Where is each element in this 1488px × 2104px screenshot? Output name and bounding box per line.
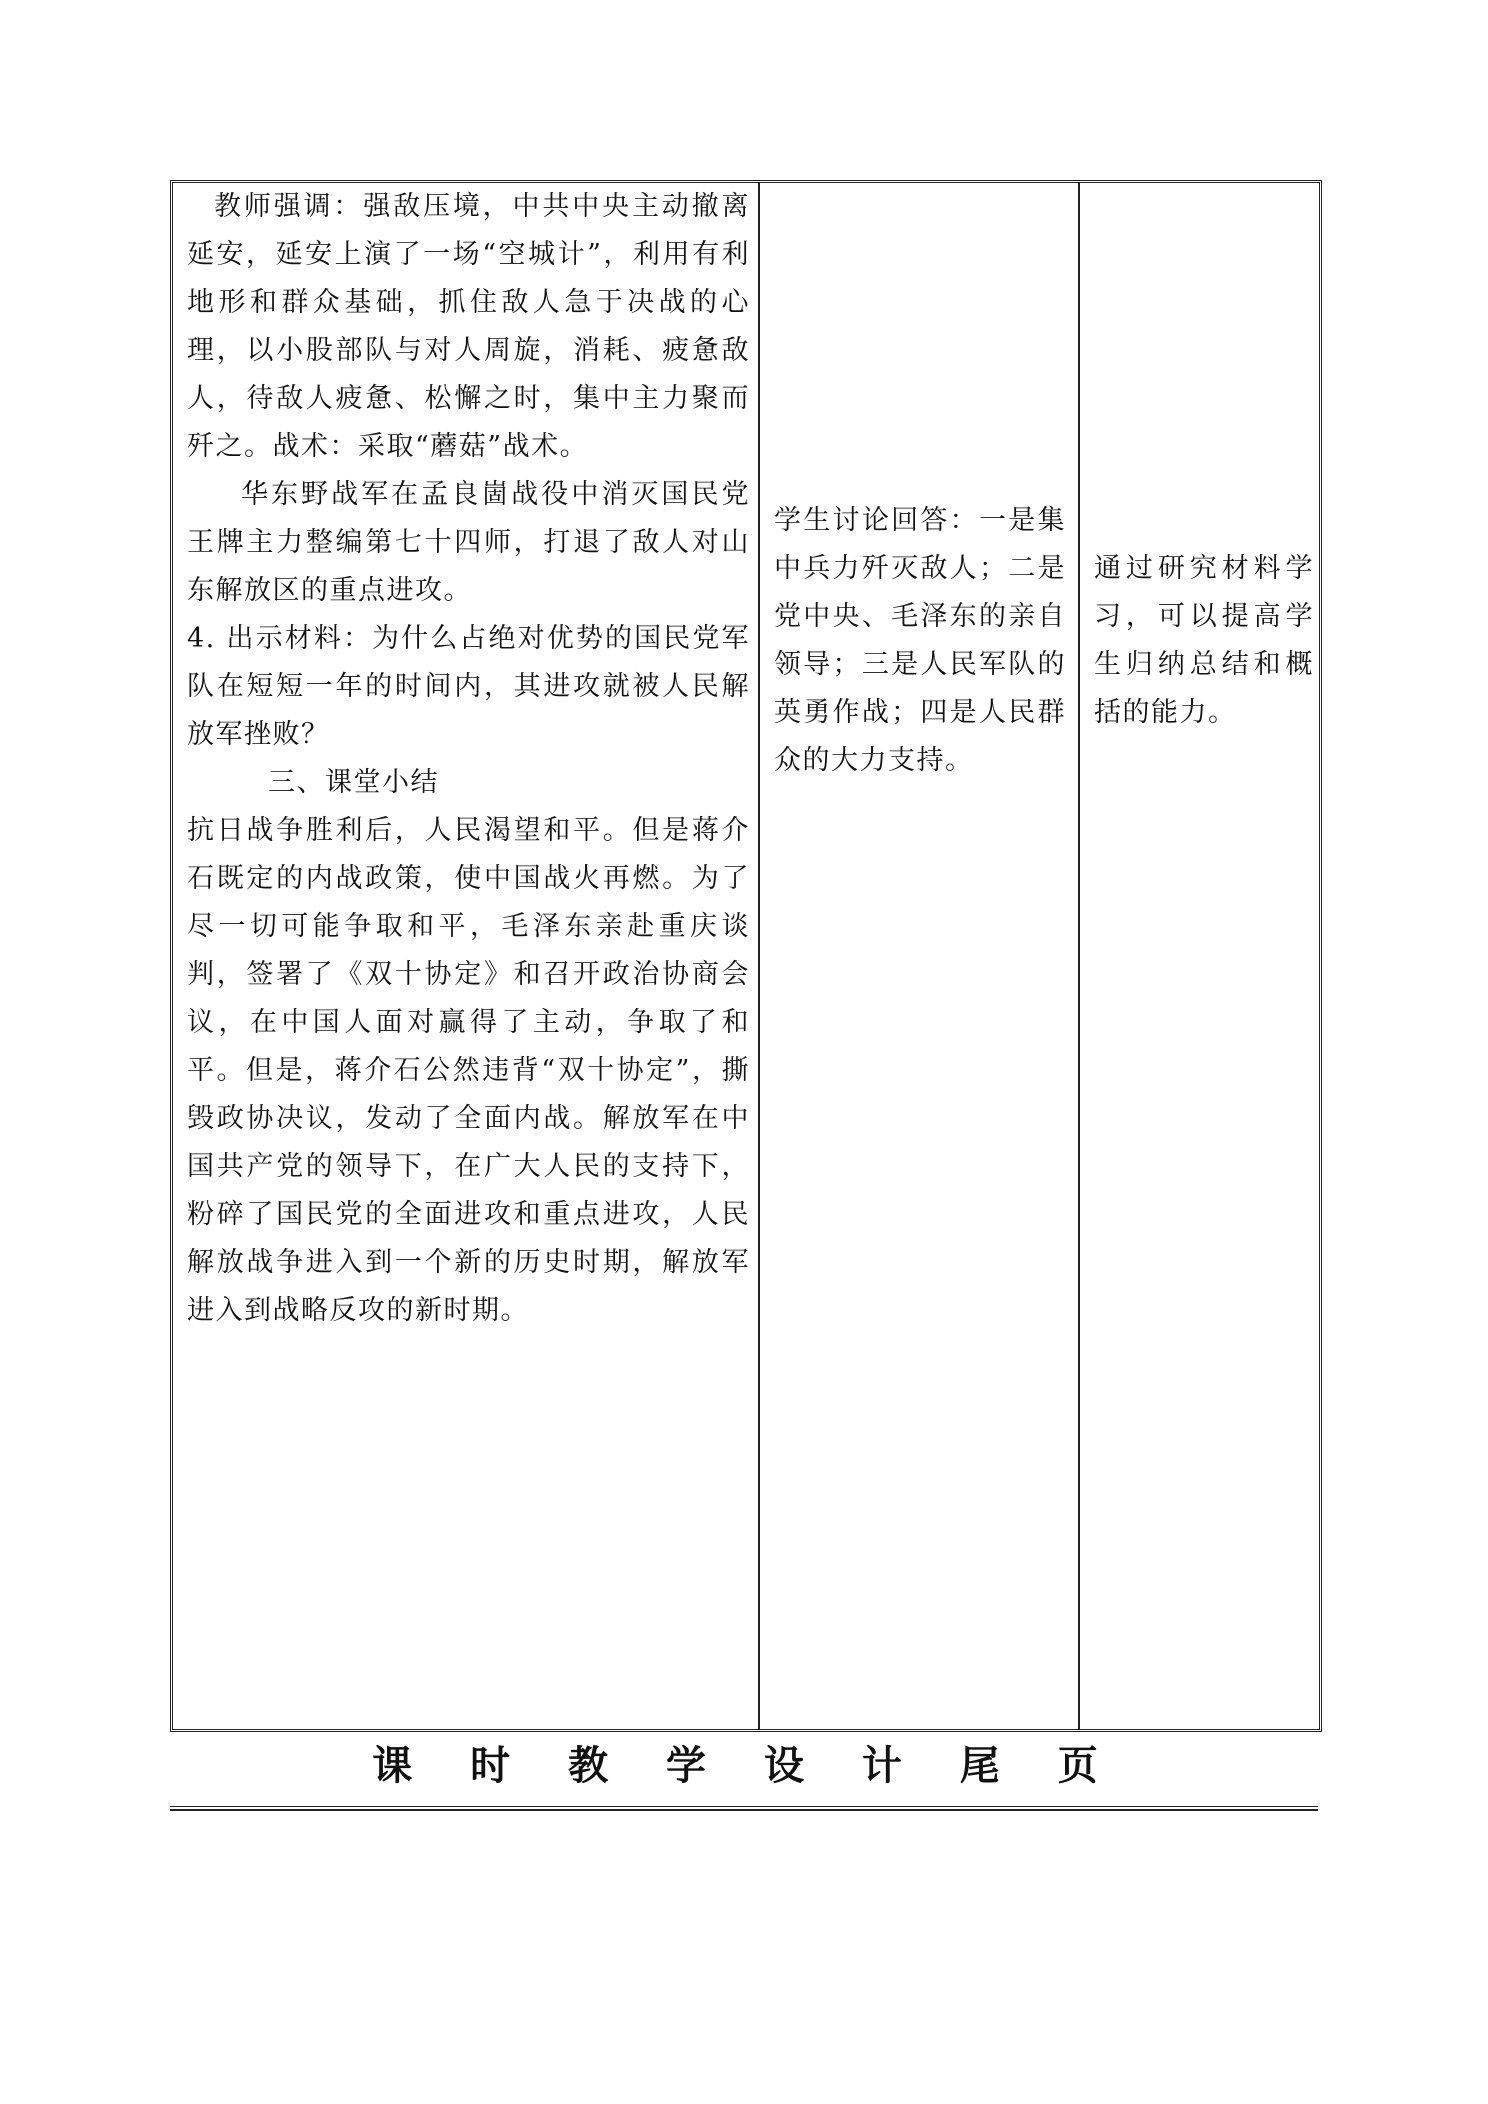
student-activity-column bbox=[760, 183, 1080, 1729]
summary-heading: 三、课堂小结 bbox=[268, 767, 439, 798]
teacher-emphasis-paragraph: 教师强调：强敌压境，中共中央主动撤离延安，延安上演了一场“空城计”，利用有利地形和群众基础，抓住敌人急于决战的心理，以小股部队与对人周旋，消耗、疲惫敌人，待敌人疲惫、松懈之时，集中主力聚而歼之。战术：采取“蘑菇”战术。 bbox=[187, 191, 750, 462]
teaching-process-text bbox=[187, 183, 750, 1335]
footer-title: 课 时 教 学 设 计 尾 页 bbox=[372, 1742, 1120, 1789]
east-china-army-paragraph: 华东野战军在孟良崮战役中消灭国民党王牌主力整编第七十四师，打退了敌人对山东解放区的重点进攻。 bbox=[187, 479, 750, 606]
student-activity-text bbox=[774, 497, 1066, 785]
summary-paragraph: 抗日战争胜利后，人民渴望和平。但是蒋介石既定的内战政策，使中国战火再燃。为了尽一切可能争取和平，毛泽东亲赴重庆谈判，签署了《双十协定》和召开政治协商会议，在中国人面对赢得了主动，争取了和平。但是，蒋介石公然违背“双十协定”，撕毁政协决议，发动了全面内战。解放军在中国共产党的领导下，在广大人民的支持下，粉碎了国民党的全面进攻和重点进攻，人民解放战争进入到一个新的历史时期，解放军进入到战略反攻的新时期。 bbox=[187, 815, 750, 1326]
material-question-paragraph: 4. 出示材料：为什么占绝对优势的国民党军队在短短一年的时间内，其进攻就被人民解放军挫败？ bbox=[187, 623, 750, 750]
footer-divider bbox=[170, 1806, 1318, 1811]
teaching-process-column bbox=[173, 183, 760, 1729]
design-intent-paragraph: 通过研究材料学习，可以提高学生归纳总结和概括的能力。 bbox=[1094, 553, 1314, 728]
student-answer-paragraph: 学生讨论回答：一是集中兵力歼灭敌人；二是党中央、毛泽东的亲自领导；三是人民军队的英勇作战；四是人民群众的大力支持。 bbox=[774, 505, 1066, 776]
lesson-plan-table bbox=[170, 180, 1322, 1732]
design-intent-column bbox=[1080, 183, 1321, 1729]
design-intent-text bbox=[1094, 545, 1314, 737]
